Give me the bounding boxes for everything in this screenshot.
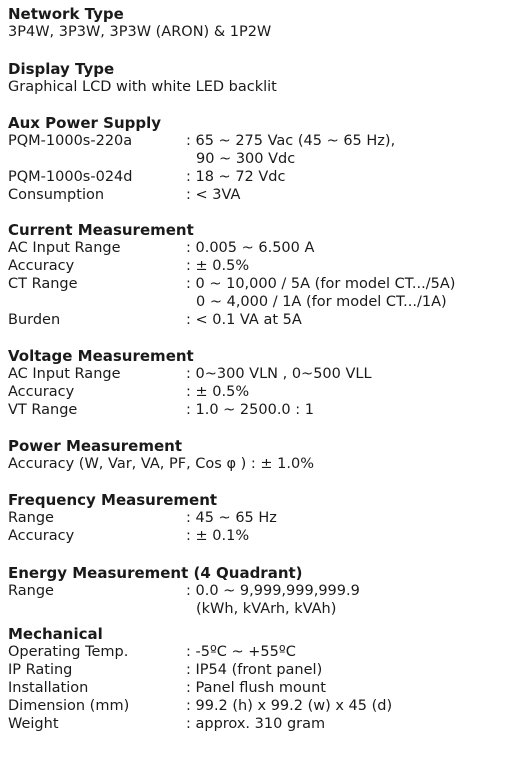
- spec-value: : 1.0 ~ 2500.0 : 1: [186, 402, 314, 418]
- spec-value: Graphical LCD with white LED backlit: [8, 79, 277, 95]
- spec-label: Range: [8, 510, 54, 526]
- spec-row: [8, 383, 507, 401]
- spec-row: [8, 527, 507, 545]
- spec-value: 90 ~ 300 Vdc: [196, 151, 296, 167]
- spec-value: : 0~300 VLN , 0~500 VLL: [186, 366, 372, 382]
- spec-label: Accuracy: [8, 384, 75, 400]
- spec-value: : 18 ~ 72 Vdc: [186, 169, 286, 185]
- spec-value: : approx. 310 gram: [186, 716, 326, 732]
- spec-row: [8, 293, 507, 311]
- spec-label: PQM-1000s-024d: [8, 169, 133, 185]
- frequency-measurement-section: [8, 492, 507, 545]
- spec-value: : 45 ~ 65 Hz: [186, 510, 277, 526]
- section-heading: Current Measurement: [8, 221, 194, 239]
- spec-row: [8, 643, 507, 661]
- spec-label: Operating Temp.: [8, 644, 129, 660]
- display-type-section: [8, 61, 507, 96]
- mechanical-section: [8, 626, 507, 733]
- spec-label: AC Input Range: [8, 240, 121, 256]
- spec-value: : < 3VA: [186, 187, 241, 203]
- section-heading: Power Measurement: [8, 437, 183, 455]
- spec-value: 0 ~ 4,000 / 1A (for model CT.../1A): [196, 294, 447, 310]
- spec-row: [8, 150, 507, 168]
- spec-label: IP Rating: [8, 662, 73, 678]
- spec-value: : ± 0.5%: [186, 384, 250, 400]
- spec-label: Installation: [8, 680, 89, 696]
- spec-value: : ± 0.1%: [186, 528, 250, 544]
- spec-row: [8, 582, 507, 600]
- section-heading: Frequency Measurement: [8, 491, 218, 509]
- spec-label: Accuracy: [8, 528, 75, 544]
- spec-row: [8, 257, 507, 275]
- spec-row: [8, 679, 507, 697]
- spec-value: : -5ºC ~ +55ºC: [186, 644, 296, 660]
- spec-label: Consumption: [8, 187, 105, 203]
- aux-power-section: [8, 115, 507, 204]
- spec-label: PQM-1000s-220a: [8, 133, 133, 149]
- spec-value: : 0.0 ~ 9,999,999,999.9: [186, 583, 360, 599]
- spec-row: [8, 715, 507, 733]
- section-heading: Mechanical: [8, 625, 103, 643]
- spec-value: : 99.2 (h) x 99.2 (w) x 45 (d): [186, 698, 393, 714]
- spec-value: : 0.005 ~ 6.500 A: [186, 240, 315, 256]
- section-heading: Network Type: [8, 5, 124, 23]
- spec-row: [8, 365, 507, 383]
- spec-label: Accuracy: [8, 258, 75, 274]
- spec-label: Range: [8, 583, 54, 599]
- section-heading: Energy Measurement (4 Quadrant): [8, 564, 303, 582]
- spec-label: CT Range: [8, 276, 78, 292]
- energy-measurement-section: [8, 565, 507, 618]
- spec-row: [8, 661, 507, 679]
- section-heading: Voltage Measurement: [8, 347, 194, 365]
- current-measurement-section: [8, 222, 507, 329]
- spec-value: (kWh, kVArh, kVAh): [196, 601, 337, 617]
- spec-value: Accuracy (W, Var, VA, PF, Cos φ ) : ± 1.0%: [8, 456, 315, 472]
- spec-label: VT Range: [8, 402, 78, 418]
- spec-value: : 0 ~ 10,000 / 5A (for model CT.../5A): [186, 276, 456, 292]
- spec-row: [8, 600, 507, 618]
- section-heading: Aux Power Supply: [8, 114, 162, 132]
- spec-label: Burden: [8, 312, 61, 328]
- spec-row: [8, 697, 507, 715]
- section-heading: Display Type: [8, 60, 115, 78]
- spec-value: : Panel flush mount: [186, 680, 326, 696]
- spec-row: [8, 239, 507, 257]
- network-type-section: [8, 6, 507, 41]
- spec-row: [8, 401, 507, 419]
- voltage-measurement-section: [8, 348, 507, 419]
- spec-value: : IP54 (front panel): [186, 662, 323, 678]
- spec-label: AC Input Range: [8, 366, 121, 382]
- spec-value: 3P4W, 3P3W, 3P3W (ARON) & 1P2W: [8, 24, 272, 40]
- spec-label: Weight: [8, 716, 59, 732]
- spec-value: : ± 0.5%: [186, 258, 250, 274]
- spec-row: [8, 132, 507, 150]
- spec-row: [8, 509, 507, 527]
- spec-row: [8, 275, 507, 293]
- spec-row: [8, 311, 507, 329]
- spec-row: [8, 168, 507, 186]
- spec-value: : < 0.1 VA at 5A: [186, 312, 302, 328]
- spec-value: : 65 ~ 275 Vac (45 ~ 65 Hz),: [186, 133, 396, 149]
- spec-label: Dimension (mm): [8, 698, 130, 714]
- power-measurement-section: [8, 438, 507, 473]
- spec-row: [8, 186, 507, 204]
